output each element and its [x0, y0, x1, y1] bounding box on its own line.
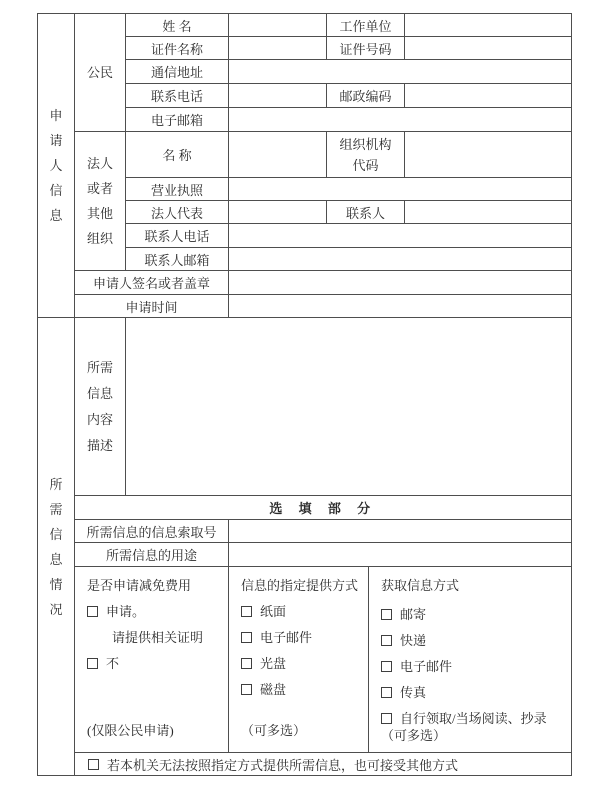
- label-index-number: 所需信息的信息索取号: [75, 520, 229, 543]
- apply-time-value-cell[interactable]: [229, 295, 572, 318]
- phone-value-cell[interactable]: [229, 84, 327, 108]
- option-delivery-paper[interactable]: 纸面: [241, 603, 364, 620]
- label-name: 姓 名: [126, 14, 229, 37]
- label-work-unit: 工作单位: [327, 14, 405, 37]
- label-email: 电子邮箱: [126, 108, 229, 132]
- checkbox-delivery-disk-icon[interactable]: [241, 684, 252, 695]
- name-value-cell[interactable]: [229, 14, 327, 37]
- group-organization-label: 法人或者其他组织: [75, 132, 126, 271]
- label-phone: 联系电话: [126, 84, 229, 108]
- option-accept-other-methods[interactable]: 若本机关无法按照指定方式提供所需信息，也可接受其他方式: [75, 755, 571, 774]
- label-apply-time: 申请时间: [75, 295, 229, 318]
- label-org-code: 组织机构代码: [327, 132, 405, 178]
- label-content-description: 所需信息内容描述: [75, 318, 126, 496]
- delivery-method-note: （可多选）: [241, 723, 307, 738]
- section-required-info-side-label: [38, 318, 75, 776]
- option-delivery-disk[interactable]: 磁盘: [241, 681, 364, 698]
- signature-value-cell[interactable]: [229, 271, 572, 295]
- postcode-value-cell[interactable]: [405, 84, 572, 108]
- checkbox-fee-waiver-no-icon[interactable]: [87, 658, 98, 669]
- label-contact: 联系人: [327, 201, 405, 224]
- checkbox-obtain-express-icon[interactable]: [381, 635, 392, 646]
- fee-waiver-footnote: (仅限公民申请): [87, 723, 174, 738]
- option-delivery-cd[interactable]: 光盘: [241, 655, 364, 672]
- option-obtain-mail[interactable]: 邮寄: [381, 606, 567, 623]
- legal-rep-value-cell[interactable]: [229, 201, 327, 224]
- group-citizen-label: 公民: [75, 14, 126, 132]
- index-number-value-cell[interactable]: [229, 520, 572, 543]
- label-legal-rep: 法人代表: [126, 201, 229, 224]
- fee-waiver-panel: [75, 567, 229, 753]
- delivery-method-panel: [229, 567, 369, 753]
- option-obtain-fax[interactable]: 传真: [381, 684, 567, 701]
- label-address: 通信地址: [126, 60, 229, 84]
- option-fee-waiver-no[interactable]: 不: [87, 655, 224, 672]
- section-applicant-side-label: [38, 14, 75, 318]
- option-fee-waiver-apply[interactable]: 申请。: [87, 603, 224, 620]
- id-name-value-cell[interactable]: [229, 37, 327, 60]
- label-org-name: 名 称: [126, 132, 229, 178]
- checkbox-delivery-cd-icon[interactable]: [241, 658, 252, 669]
- license-value-cell[interactable]: [229, 178, 572, 201]
- option-obtain-self-pickup[interactable]: 自行领取/当场阅读、抄录: [381, 710, 567, 727]
- option-obtain-express[interactable]: 快递: [381, 632, 567, 649]
- org-code-value-cell[interactable]: [405, 132, 572, 178]
- address-value-cell[interactable]: [229, 60, 572, 84]
- checkbox-obtain-self-pickup-icon[interactable]: [381, 713, 392, 724]
- email-value-cell[interactable]: [229, 108, 572, 132]
- obtain-method-title: 获取信息方式: [381, 578, 460, 593]
- checkbox-fee-waiver-apply-icon[interactable]: [87, 606, 98, 617]
- contact-email-value-cell[interactable]: [229, 248, 572, 271]
- content-description-value-cell[interactable]: [126, 318, 572, 496]
- org-name-value-cell[interactable]: [229, 132, 327, 178]
- fallback-option-row: [75, 753, 572, 776]
- label-license: 营业执照: [126, 178, 229, 201]
- option-delivery-email[interactable]: 电子邮件: [241, 629, 364, 646]
- checkbox-delivery-paper-icon[interactable]: [241, 606, 252, 617]
- label-id-name: 证件名称: [126, 37, 229, 60]
- application-form-table: [37, 13, 572, 776]
- label-usage: 所需信息的用途: [75, 543, 229, 567]
- checkbox-accept-other-methods-icon[interactable]: [88, 759, 99, 770]
- applicant-side-label-text: 申请人信息: [49, 108, 63, 223]
- label-contact-phone: 联系人电话: [126, 224, 229, 248]
- contact-value-cell[interactable]: [405, 201, 572, 224]
- option-obtain-email[interactable]: 电子邮件: [381, 658, 567, 675]
- checkbox-obtain-email-icon[interactable]: [381, 661, 392, 672]
- obtain-method-note: （可多选）: [381, 728, 447, 743]
- fee-waiver-title: 是否申请减免费用: [87, 578, 192, 593]
- checkbox-delivery-email-icon[interactable]: [241, 632, 252, 643]
- required-info-side-label-text: 所需信息情况: [49, 476, 63, 617]
- work-unit-value-cell[interactable]: [405, 14, 572, 37]
- delivery-method-title: 信息的指定提供方式: [241, 578, 359, 593]
- fee-waiver-apply-note: 请提供相关证明: [112, 630, 204, 645]
- usage-value-cell[interactable]: [229, 543, 572, 567]
- checkbox-obtain-fax-icon[interactable]: [381, 687, 392, 698]
- optional-section-header: 选 填 部 分: [75, 496, 572, 520]
- label-postcode: 邮政编码: [327, 84, 405, 108]
- id-number-value-cell[interactable]: [405, 37, 572, 60]
- checkbox-obtain-mail-icon[interactable]: [381, 609, 392, 620]
- label-contact-email: 联系人邮箱: [126, 248, 229, 271]
- label-signature: 申请人签名或者盖章: [75, 271, 229, 295]
- obtain-method-panel: [369, 567, 572, 753]
- label-id-number: 证件号码: [327, 37, 405, 60]
- contact-phone-value-cell[interactable]: [229, 224, 572, 248]
